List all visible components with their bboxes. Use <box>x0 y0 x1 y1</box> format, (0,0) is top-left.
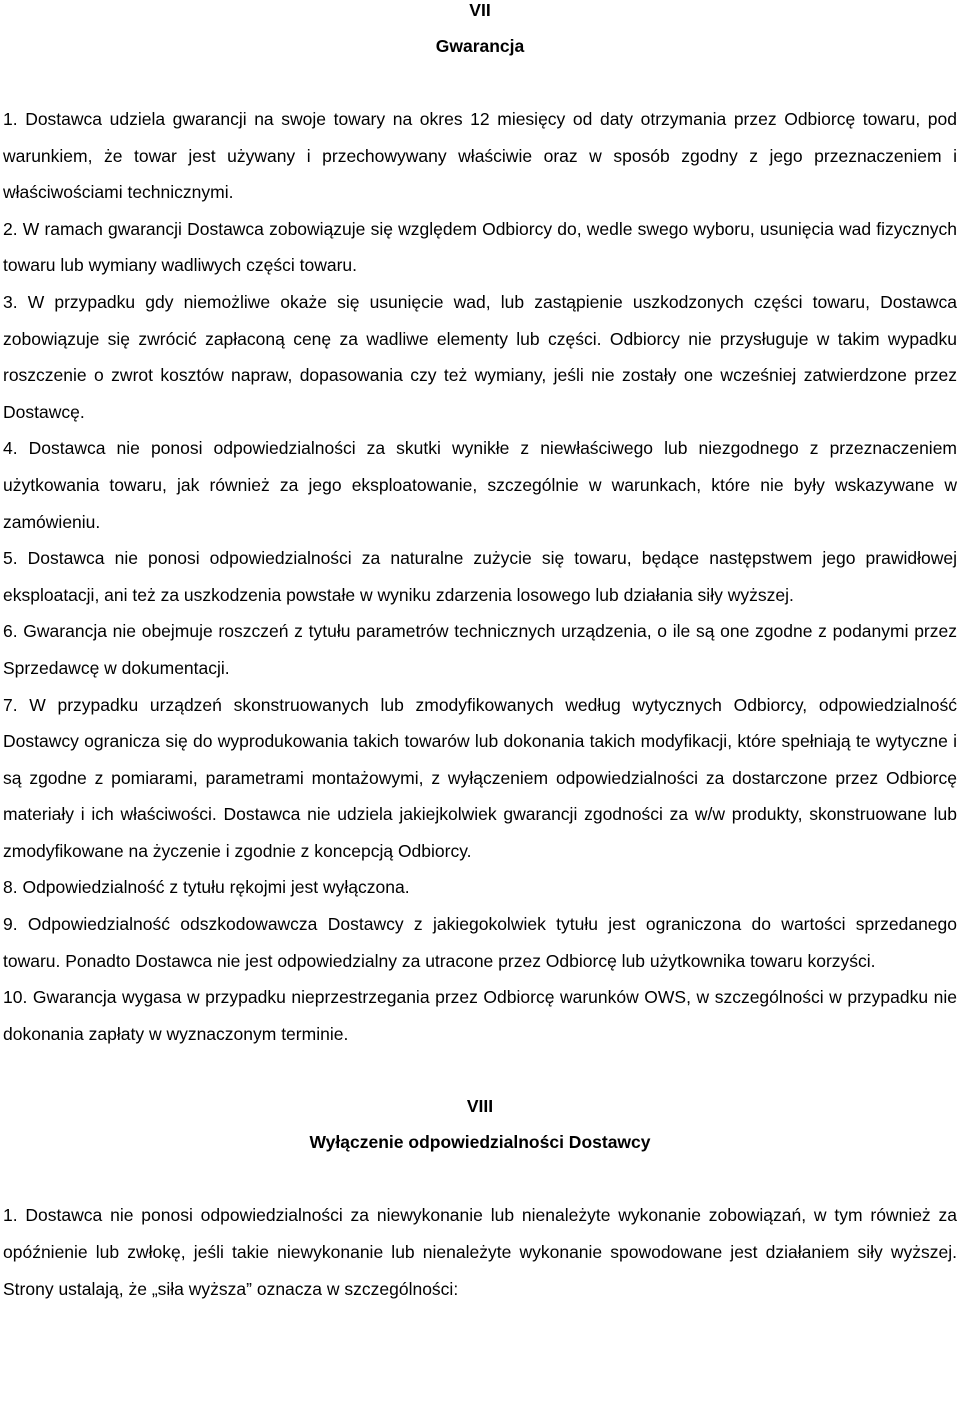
section-7-paragraph-9: 9. Odpowiedzialność odszkodowawcza Dostawcy z jakiegokolwiek tytułu jest ograniczona do wartości sprzedanego towaru. Ponadto Dostawca nie jest odpowiedzialny za utracone przez Odbiorcę lub użytkownika towaru korzyści. <box>3 914 957 971</box>
section-7-paragraph-7: 7. W przypadku urządzeń skonstruowanych lub zmodyfikowanych według wytycznych Odbiorcy, odpowiedzialność Dostawcy ogranicza się do wyprodukowania takich towarów lub dokonania takich modyfikacji, które spełniają te wytyczne i są zgodne z pomiarami, parametrami montażowymi, z wyłączeniem odpowiedzialności za dostarczone przez Odbiorcę materiały i ich właściwości. Dostawca nie udziela jakiejkolwiek gwarancji zgodności za w/w produkty, skonstruowane lub zmodyfikowane na życzenie i zgodnie z koncepcją Odbiorcy. <box>3 694 957 861</box>
section-7-paragraph-1: 1. Dostawca udziela gwarancji na swoje towary na okres 12 miesięcy od daty otrzymania przez Odbiorcę towaru, pod warunkiem, że towar jest używany i przechowywany właściwie oraz w sposób zgodny z jego przeznaczeniem i właściwościami technicznymi. <box>3 109 957 203</box>
section-7-number: VII <box>469 0 491 20</box>
spacer <box>3 64 957 101</box>
spacer <box>3 1052 957 1088</box>
section-7-title: Gwarancja <box>435 36 525 56</box>
document-page <box>3 0 957 1307</box>
section-8-paragraph-1: 1. Dostawca nie ponosi odpowiedzialności za niewykonanie lub nienależyte wykonanie zobowiązań, w tym również za opóźnienie lub zwłokę, jeśli takie niewykonanie lub nienależyte wykonanie spowodowane jest działaniem siły wyższej. Strony ustalają, że „siła wyższa” oznacza w szczególności: <box>3 1205 957 1299</box>
section-8-body <box>3 1197 957 1307</box>
spacer <box>3 1160 957 1197</box>
section-7-paragraph-5: 5. Dostawca nie ponosi odpowiedzialności za naturalne zużycie się towaru, będące następstwem jego prawidłowej eksploatacji, ani też za uszkodzenia powstałe w wyniku zdarzenia losowego lub działania siły wyższej. <box>3 548 957 605</box>
section-7-paragraph-3: 3. W przypadku gdy niemożliwe okaże się usunięcie wad, lub zastąpienie uszkodzonych części towaru, Dostawca zobowiązuje się zwrócić zapłaconą cenę za wadliwe elementy lub części. Odbiorcy nie przysługuje w takim wypadku roszczenie o zwrot kosztów napraw, dopasowania czy też wymiany, jeśli nie zostały one wcześniej zatwierdzone przez Dostawcę. <box>3 291 957 422</box>
section-8-title: Wyłączenie odpowiedzialności Dostawcy <box>309 1132 651 1153</box>
section-8-number: VIII <box>466 1096 494 1117</box>
section-7-body <box>3 101 957 1052</box>
section-7-paragraph-10: 10. Gwarancja wygasa w przypadku nieprzestrzegania przez Odbiorcę warunków OWS, w szczególności w przypadku nie dokonania zapłaty w wyznaczonym terminie. <box>3 987 957 1044</box>
section-7-paragraph-2: 2. W ramach gwarancji Dostawca zobowiązuje się względem Odbiorcy do, wedle swego wyboru, usunięcia wad fizycznych towaru lub wymiany wadliwych części towaru. <box>3 218 957 276</box>
section-7-paragraph-4: 4. Dostawca nie ponosi odpowiedzialności za skutki wynikłe z niewłaściwego lub niezgodnego z przeznaczeniem użytkowania towaru, jak również za jego eksploatowanie, szczególnie w warunkach, które nie były wskazywane w zamówieniu. <box>3 438 957 532</box>
section-7-paragraph-8: 8. Odpowiedzialność z tytułu rękojmi jest wyłączona. <box>3 877 410 898</box>
section-7-paragraph-6: 6. Gwarancja nie obejmuje roszczeń z tytułu parametrów technicznych urządzenia, o ile są one zgodne z podanymi przez Sprzedawcę w dokumentacji. <box>3 621 957 678</box>
